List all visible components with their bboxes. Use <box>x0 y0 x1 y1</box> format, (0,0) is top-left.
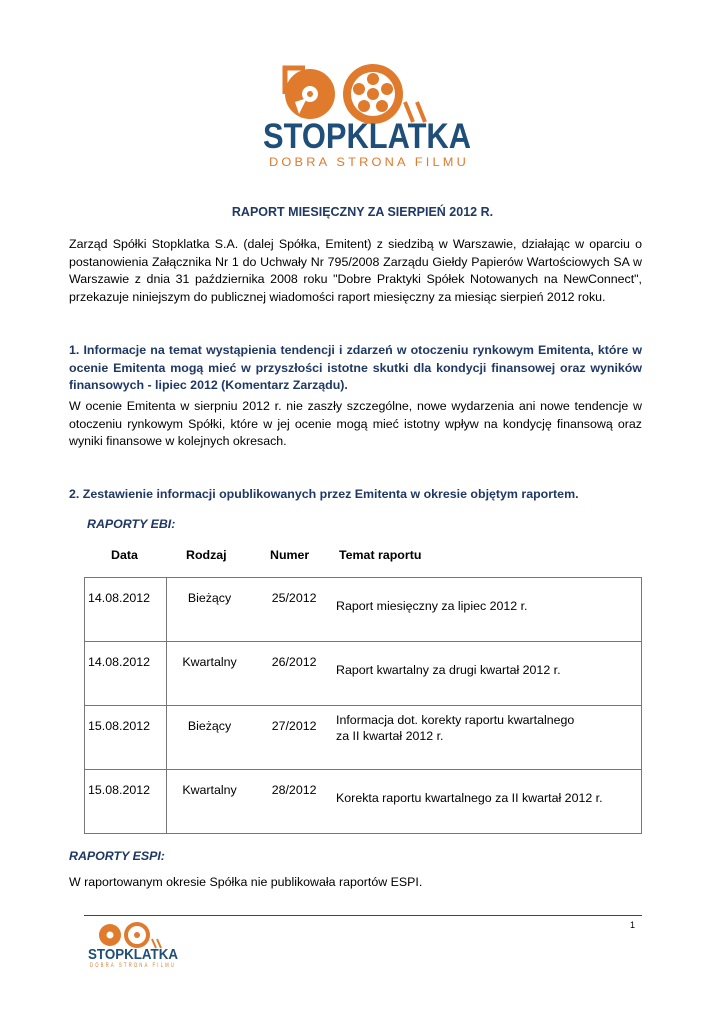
table-row <box>85 578 642 642</box>
table-row <box>85 706 642 770</box>
svg-text:DOBRA STRONA FILMU: DOBRA STRONA FILMU <box>90 963 176 969</box>
section-1-heading: 1. Informacje na temat wystąpienia tendencji i zdarzeń w otoczeniu rynkowym Emitenta, które w ocenie Emitenta mogą mieć w przyszłości istotne skutki dla kondycji finansowej oraz wyników finansowych - lipiec 2012 (Komentarz Zarządu). <box>69 343 642 392</box>
col-header-kind: Rodzaj <box>186 548 227 562</box>
row-number: 25/2012 <box>271 591 317 605</box>
film-reel-icon <box>285 68 335 119</box>
page-number: 1 <box>630 920 636 930</box>
row-number: 26/2012 <box>271 655 317 669</box>
row-topic: Korekta raportu kwartalnego za II kwartał 2012 r. <box>336 791 603 805</box>
footer-divider <box>84 915 642 916</box>
espi-label: RAPORTY ESPI: <box>69 849 165 863</box>
table-row <box>85 770 642 834</box>
intro-paragraph: Zarząd Spółki Stopklatka S.A. (dalej Spółka, Emitent) z siedzibą w Warszawie, działając w oparciu o postanowienia Załącznika Nr 1 do Uchwały Nr 795/2008 Zarządu Giełdy Papierów Wartościowych SA w Warszawie z dnia 31 października 2008 roku "Dobre Praktyki Spółek Notowanych na NewConnect", przekazuje niniejszym do publicznej wiadomości raport miesięczny za miesiąc sierpień 2012 roku. <box>69 237 642 304</box>
ebi-reports-table <box>84 577 642 834</box>
row-kind: Kwartalny <box>182 783 237 797</box>
stopklatka-logo <box>255 62 480 174</box>
film-reel-icon <box>99 922 161 948</box>
ebi-label: RAPORTY EBI: <box>87 517 176 531</box>
row-kind: Bieżący <box>187 591 232 605</box>
row-kind: Bieżący <box>187 719 232 733</box>
report-title: RAPORT MIESIĘCZNY ZA SIERPIEŃ 2012 R. <box>231 205 494 219</box>
film-reel-right-icon <box>343 64 425 124</box>
row-date: 14.08.2012 <box>88 655 151 669</box>
row-date: 15.08.2012 <box>88 783 151 797</box>
row-number: 28/2012 <box>271 783 317 797</box>
logo-wordmark: STOPKLATKA <box>263 117 471 156</box>
row-date: 15.08.2012 <box>88 719 151 733</box>
row-number: 27/2012 <box>271 719 317 733</box>
row-topic: Informacja dot. korekty raportu kwartalnego za II kwartał 2012 r. <box>336 713 575 743</box>
row-kind: Kwartalny <box>182 655 237 669</box>
svg-text:STOPKLATKA: STOPKLATKA <box>88 946 179 963</box>
logo-tagline: DOBRA STRONA FILMU <box>269 155 469 169</box>
row-topic: Raport kwartalny za drugi kwartał 2012 r. <box>336 663 561 677</box>
section-2-heading: 2. Zestawienie informacji opublikowanych przez Emitenta w okresie objętym raportem. <box>69 487 579 501</box>
col-header-date: Data <box>111 548 138 562</box>
row-date: 14.08.2012 <box>88 591 151 605</box>
col-header-topic: Temat raportu <box>339 548 422 562</box>
section-1-body: W ocenie Emitenta w sierpniu 2012 r. nie zaszły szczególne, nowe wydarzenia ani nowe tendencje w otoczeniu rynkowym Spółki, które w jej ocenie mogą mieć istotny wpływ na kondycję finansową oraz wyniki finansowe w kolejnych okresach. <box>69 399 642 448</box>
col-header-number: Numer <box>270 548 310 562</box>
row-topic: Raport miesięczny za lipiec 2012 r. <box>336 599 528 613</box>
espi-text: W raportowanym okresie Spółka nie publikowała raportów ESPI. <box>69 875 423 889</box>
table-row <box>85 642 642 706</box>
footer-logo <box>86 921 181 969</box>
